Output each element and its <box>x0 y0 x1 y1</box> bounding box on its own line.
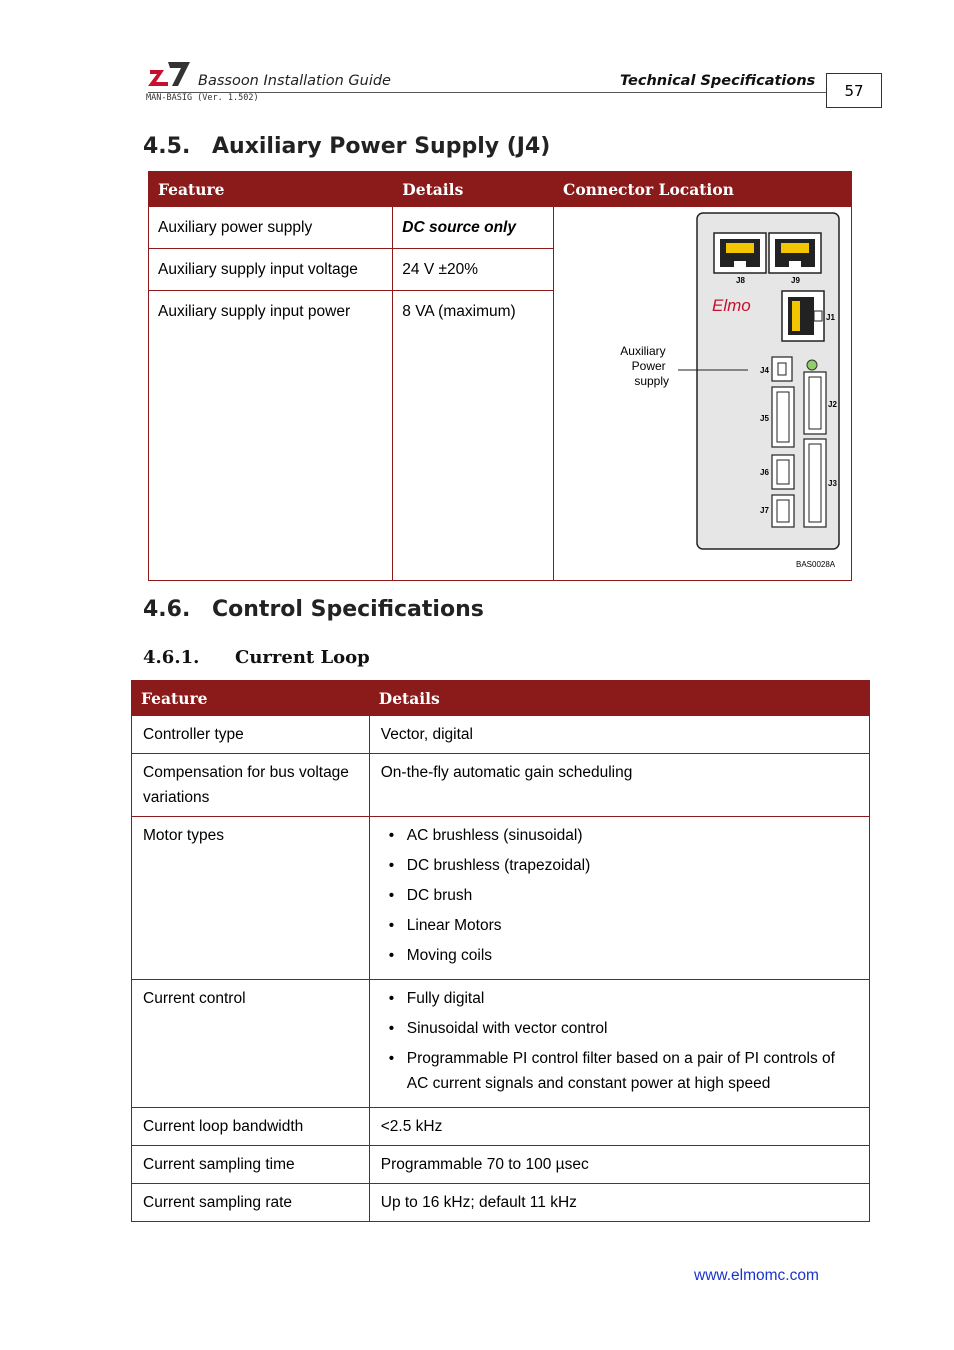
feature-cell: Compensation for bus voltage variations <box>132 754 370 817</box>
label-j6: J6 <box>759 468 769 477</box>
list-item: • Moving coils <box>381 943 858 968</box>
section-title: Control Specifications <box>212 597 484 622</box>
details-cell: On-the-fly automatic gain scheduling <box>369 754 869 817</box>
list-item: • Linear Motors <box>381 913 858 938</box>
label-j4: J4 <box>759 366 769 375</box>
label-j2: J2 <box>827 400 837 409</box>
subsection-number: 4.6.1. <box>143 647 200 668</box>
details-cell: 8 VA (maximum) <box>393 291 554 581</box>
label-j9: J9 <box>790 276 800 285</box>
list-item: • Fully digital <box>381 986 858 1011</box>
section-title: Auxiliary Power Supply (J4) <box>212 134 551 159</box>
feature-cell: Current sampling rate <box>132 1184 370 1222</box>
list-item: • DC brush <box>381 883 858 908</box>
table-row <box>132 817 870 980</box>
details-cell: Vector, digital <box>369 716 869 754</box>
subsection-heading-current-loop <box>143 647 370 668</box>
rj-connector-j1-icon <box>782 291 824 341</box>
connector-location-diagram <box>554 207 850 575</box>
label-j5: J5 <box>759 414 769 423</box>
details-cell: Programmable 70 to 100 µsec <box>369 1146 869 1184</box>
table-row <box>132 754 870 817</box>
column-header: Feature <box>132 681 370 716</box>
details-cell: Up to 16 kHz; default 11 kHz <box>369 1184 869 1222</box>
document-version: MAN-BASIG (Ver. 1.502) <box>146 93 259 103</box>
column-header: Connector Location <box>553 172 851 207</box>
details-cell <box>369 817 869 980</box>
column-header: Details <box>369 681 869 716</box>
label-j7: J7 <box>759 506 769 515</box>
document-title: Bassoon Installation Guide <box>198 73 391 89</box>
feature-cell: Controller type <box>132 716 370 754</box>
connector-j2-icon <box>804 372 826 434</box>
table-header-row <box>149 172 852 207</box>
details-cell: <2.5 kHz <box>369 1108 869 1146</box>
table-row <box>132 1146 870 1184</box>
brand-label: Elmo <box>711 296 751 315</box>
section-heading-control-specs <box>143 597 484 622</box>
section-number: 4.6. <box>143 597 191 622</box>
aux-power-table <box>148 171 852 581</box>
list-item: • DC brushless (trapezoidal) <box>381 853 858 878</box>
connector-j3-icon <box>804 439 826 527</box>
connector-j5-icon <box>772 387 794 447</box>
list-item: • AC brushless (sinusoidal) <box>381 823 858 848</box>
label-j3: J3 <box>827 479 837 488</box>
list-item: • Programmable PI control filter based on a pair of PI controls of AC current signals and constant power at high speed <box>381 1046 858 1096</box>
motor-types-list <box>381 823 858 968</box>
callout-label: Auxiliary Power supply <box>620 344 669 388</box>
feature-cell: Auxiliary supply input voltage <box>149 249 393 291</box>
table-row <box>132 716 870 754</box>
section-heading-aux-power <box>143 134 550 159</box>
table-header-row <box>132 681 870 716</box>
current-control-list <box>381 986 858 1096</box>
column-header: Details <box>393 172 554 207</box>
details-cell: 24 V ±20% <box>393 249 554 291</box>
column-header: Feature <box>149 172 393 207</box>
label-j8: J8 <box>735 276 745 285</box>
table-row <box>132 1108 870 1146</box>
rj45-connector-icon <box>714 233 766 273</box>
feature-cell: Current loop bandwidth <box>132 1108 370 1146</box>
connector-location-cell <box>553 207 851 581</box>
header-section-title: Technical Specifications <box>620 73 816 89</box>
list-item: • Sinusoidal with vector control <box>381 1016 858 1041</box>
connector-j6-icon <box>772 455 794 489</box>
table-row <box>149 207 852 249</box>
status-led-icon <box>807 360 817 370</box>
details-cell: DC source only <box>393 207 554 249</box>
table-row <box>132 1184 870 1222</box>
page-number: 57 <box>826 73 882 108</box>
details-cell <box>369 980 869 1108</box>
feature-cell: Current control <box>132 980 370 1108</box>
feature-cell: Auxiliary supply input power <box>149 291 393 581</box>
connector-j7-icon <box>772 495 794 527</box>
feature-cell: Current sampling time <box>132 1146 370 1184</box>
current-loop-table <box>131 680 870 1222</box>
feature-cell: Auxiliary power supply <box>149 207 393 249</box>
feature-cell: Motor types <box>132 817 370 980</box>
website-link[interactable]: www.elmomc.com <box>694 1267 819 1284</box>
connector-j4-icon <box>772 357 792 381</box>
label-j1: J1 <box>825 313 835 322</box>
elmo-logo-icon <box>148 58 190 86</box>
rj45-connector-icon <box>769 233 821 273</box>
table-row <box>132 980 870 1108</box>
subsection-title: Current Loop <box>235 647 370 668</box>
section-number: 4.5. <box>143 134 191 159</box>
drawing-code: BAS0028A <box>795 560 836 569</box>
